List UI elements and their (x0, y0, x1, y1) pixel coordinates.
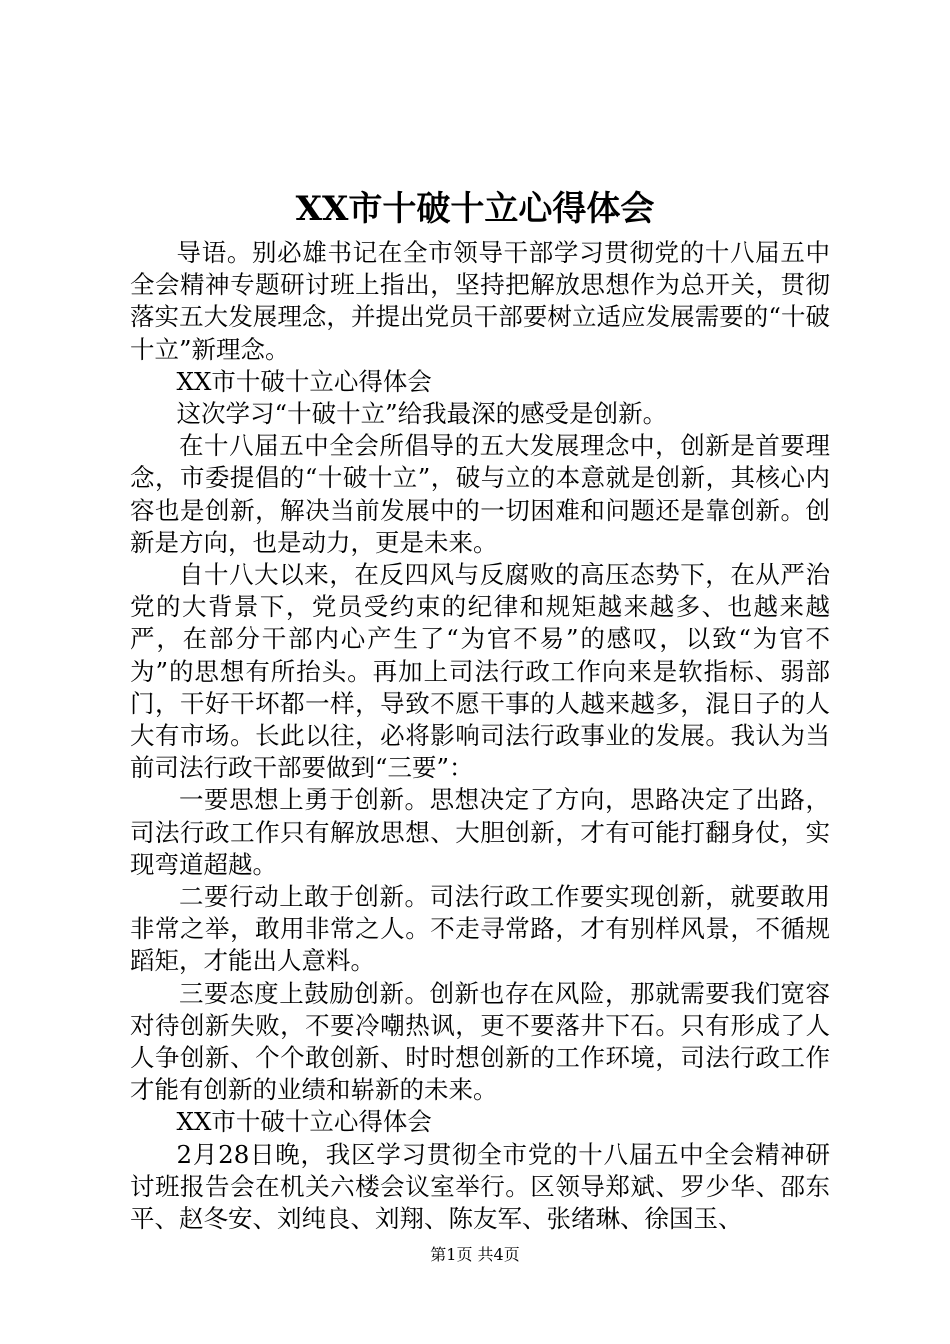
paragraph: 2月28日晚，我区学习贯彻全市党的十八届五中全会精神研讨班报告会在机关六楼会议室举行。区领导郑斌、罗少华、邵东平、赵冬安、刘纯良、刘翔、陈友军、张绪琳、徐国玉、 (130, 1139, 830, 1234)
paragraph: 在十八届五中全会所倡导的五大发展理念中，创新是首要理念，市委提倡的“十破十立”，破与立的本意就是创新，其核心内容也是创新，解决当前发展中的一切困难和问题还是靠创新。创新是方向，也是动力，更是未来。 (130, 431, 830, 557)
paragraph: 这次学习“十破十立”给我最深的感受是创新。 (176, 399, 668, 429)
page-number-footer: 第1页 共4页 (430, 1245, 520, 1264)
section-heading: XX市十破十立心得体会 (176, 366, 432, 396)
paragraph-intro: 导语。别必雄书记在全市领导干部学习贯彻党的十八届五中全会精神专题研讨班上指出，坚持把解放思想作为总开关，贯彻落实五大发展理念，并提出党员干部要树立适应发展需要的“十破十立”新理念。 (130, 238, 830, 364)
paragraph: 三要态度上鼓励创新。创新也存在风险，那就需要我们宽容对待创新失败，不要冷嘲热讽，更不要落井下石。只有形成了人人争创新、个个敢创新、时时想创新的工作环境，司法行政工作才能有创新的业绩和崭新的未来。 (130, 978, 830, 1105)
paragraph: 自十八大以来，在反四风与反腐败的高压态势下，在从严治党的大背景下，党员受约束的纪律和规矩越来越多、也越来越严，在部分干部内心产生了“为官不易”的感叹，以致“为官不为”的思想有所抬头。再加上司法行政工作向来是软指标、弱部门，干好干坏都一样，导致不愿干事的人越来越多，混日子的人大有市场。长此以往，必将影响司法行政事业的发展。我认为当前司法行政干部要做到“三要”： (130, 560, 830, 783)
paragraph: 一要思想上勇于创新。思想决定了方向，思路决定了出路，司法行政工作只有解放思想、大胆创新，才有可能打翻身仗，实现弯道超越。 (130, 785, 830, 879)
section-heading: XX市十破十立心得体会 (176, 1107, 432, 1137)
paragraph: 二要行动上敢于创新。司法行政工作要实现创新，就要敢用非常之举，敢用非常之人。不走寻常路，才有别样风景，不循规蹈矩，才能出人意料。 (130, 882, 830, 976)
document-body (130, 237, 830, 1235)
document-title: XX市十破十立心得体会 (295, 189, 655, 229)
